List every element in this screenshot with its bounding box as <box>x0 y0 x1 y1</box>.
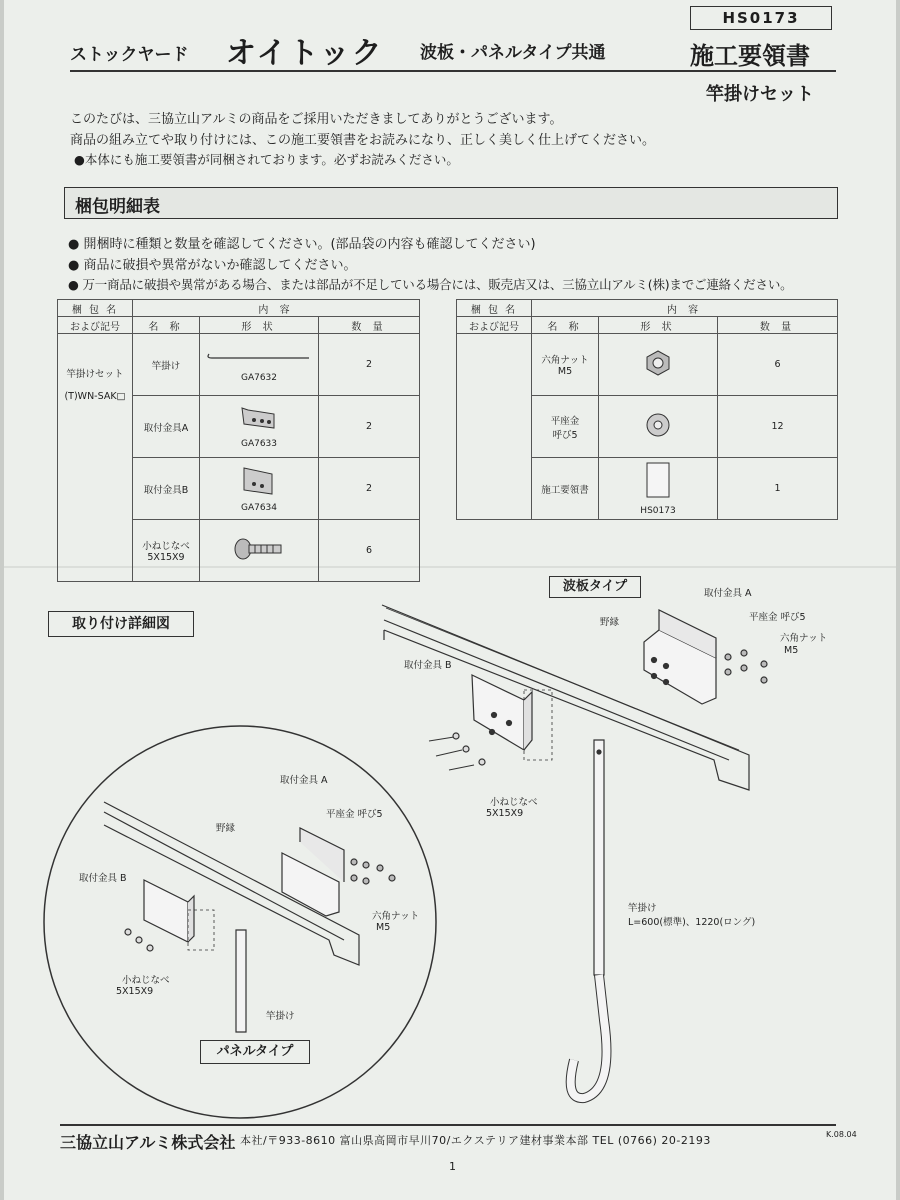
note-1: ● 開梱時に種類と数量を確認してください。(部品袋の内容も確認してください) <box>68 237 536 252</box>
section-title: 梱包明細表 <box>75 197 160 217</box>
part-name <box>532 396 599 458</box>
part-name <box>133 520 200 582</box>
footer-address: 本社/〒933-8610 富山県高岡市早川70/エクステリア建材事業本部 TEL (0766) 20-2193 <box>240 1134 711 1147</box>
part-qty: 2 <box>319 396 420 458</box>
part-qty: 2 <box>319 458 420 520</box>
instruction-sheet <box>4 0 896 1200</box>
label-washer: 平座金 呼び5 <box>326 809 383 820</box>
panel-assembly <box>104 802 395 1032</box>
label-washer: 平座金 呼び5 <box>749 612 806 623</box>
pack-name: 竿掛けセット <box>66 369 124 380</box>
label-beam: 野縁 <box>216 823 236 834</box>
label-bracket-b: 取付金具 B <box>404 660 452 671</box>
label-corrugated-type: 波板タイプ <box>549 576 641 598</box>
part-qty: 6 <box>718 334 838 396</box>
part-qty: 1 <box>718 458 838 520</box>
washer-icon <box>643 410 673 440</box>
part-qty: 6 <box>319 520 420 582</box>
table-row <box>58 334 420 396</box>
header-pack-code: および記号 <box>58 317 133 334</box>
header-shape: 形 状 <box>200 317 319 334</box>
page-number: 1 <box>449 1160 456 1173</box>
header-name: 名 称 <box>532 317 599 334</box>
part-name <box>532 334 599 396</box>
title-brand: オイトック <box>226 36 384 71</box>
part-code: GA7632 <box>240 373 278 383</box>
note-3: ● 万一商品に破損や異常がある場合、または部品が不足している場合には、販売店又は、三協立山アルミ(株)までご連絡ください。 <box>68 277 793 292</box>
document-code: HS0173 <box>690 6 832 30</box>
label-beam: 野縁 <box>600 617 620 628</box>
part-shape <box>599 334 718 396</box>
label-screw: 小ねじなべ <box>122 975 170 986</box>
header-pack-code: および記号 <box>457 317 532 334</box>
hex-nut-icon <box>643 348 673 378</box>
screw-icon <box>231 537 287 561</box>
part-code: HS0173 <box>640 506 676 516</box>
label-bracket-a: 取付金具 A <box>280 775 328 786</box>
part-name-line: 平座金 <box>550 415 580 427</box>
bracket-b-icon <box>234 464 284 498</box>
section-detail-title: 取り付け詳細図 <box>48 611 194 637</box>
part-qty: 2 <box>319 334 420 396</box>
title-subtitle: 竿掛けセット <box>706 84 814 105</box>
header-content: 内 容 <box>532 300 838 317</box>
section-packing-list <box>64 187 838 219</box>
part-shape <box>200 458 319 520</box>
part-name: 取付金具A <box>133 396 200 458</box>
part-shape <box>599 396 718 458</box>
manual-icon <box>643 461 673 501</box>
label-nut: 六角ナット <box>372 911 420 922</box>
title-manual: 施工要領書 <box>690 42 810 70</box>
part-name-line: 小ねじなべ <box>142 541 190 552</box>
part-shape <box>599 458 718 520</box>
label-nut-size: M5 <box>784 645 799 656</box>
header-pack: 梱 包 名 <box>58 300 133 317</box>
part-name-line: 六角ナット <box>541 355 589 366</box>
part-name: 竿掛け <box>133 334 200 396</box>
label-hook: 竿掛け <box>266 1011 295 1022</box>
label-panel-type: パネルタイプ <box>200 1040 310 1064</box>
intro-line-1: このたびは、三協立山アルミの商品をご採用いただきましてありがとうございます。 <box>70 112 563 127</box>
corrugated-assembly <box>382 605 767 1098</box>
part-code: GA7633 <box>240 439 278 449</box>
label-bracket-b: 取付金具 B <box>79 873 127 884</box>
part-shape <box>200 520 319 582</box>
header-pack: 梱 包 名 <box>457 300 532 317</box>
label-nut-size: M5 <box>376 922 391 933</box>
label-bracket-a: 取付金具 A <box>704 588 752 599</box>
pack-cell <box>457 334 532 520</box>
label-hook: 竿掛け <box>628 903 657 914</box>
footer-code: K.08.04 <box>826 1130 857 1139</box>
part-size: 呼び5 <box>552 429 578 441</box>
part-shape <box>200 334 319 396</box>
parts-table-left <box>57 299 420 582</box>
part-shape <box>200 396 319 458</box>
label-nut: 六角ナット <box>780 633 828 644</box>
header-qty: 数 量 <box>718 317 838 334</box>
header-qty: 数 量 <box>319 317 420 334</box>
title-prefix: ストックヤード <box>70 45 189 65</box>
pack-cell <box>58 334 133 582</box>
table-row <box>457 334 838 396</box>
part-name: 施工要領書 <box>532 458 599 520</box>
label-screw: 小ねじなべ <box>490 797 538 808</box>
part-size: M5 <box>557 366 573 377</box>
footer-company: 三協立山アルミ株式会社 <box>60 1133 236 1152</box>
part-size: 5X15X9 <box>147 552 185 563</box>
header-shape: 形 状 <box>599 317 718 334</box>
note-2: ● 商品に破損や異常がないか確認してください。 <box>68 258 357 273</box>
intro-line-2: 商品の組み立てや取り付けには、この施工要領書をお読みになり、正しく美しく仕上げてください。 <box>70 133 656 148</box>
label-screw-size: 5X15X9 <box>486 808 524 819</box>
title-type: 波板・パネルタイプ共通 <box>420 43 606 63</box>
bracket-a-icon <box>234 404 284 434</box>
pack-code: (T)WN-SAK□ <box>64 391 126 402</box>
part-qty: 12 <box>718 396 838 458</box>
parts-table-right <box>456 299 838 520</box>
part-code: GA7634 <box>240 503 278 513</box>
label-hook-length: L=600(標準)、1220(ロング) <box>628 917 756 928</box>
part-name: 取付金具B <box>133 458 200 520</box>
footer-rule <box>60 1124 836 1126</box>
pole-hook-icon <box>204 346 314 368</box>
header-name: 名 称 <box>133 317 200 334</box>
header-content: 内 容 <box>133 300 420 317</box>
intro-line-3: ●本体にも施工要領書が同梱されております。必ずお読みください。 <box>74 152 459 167</box>
label-screw-size: 5X15X9 <box>116 986 154 997</box>
